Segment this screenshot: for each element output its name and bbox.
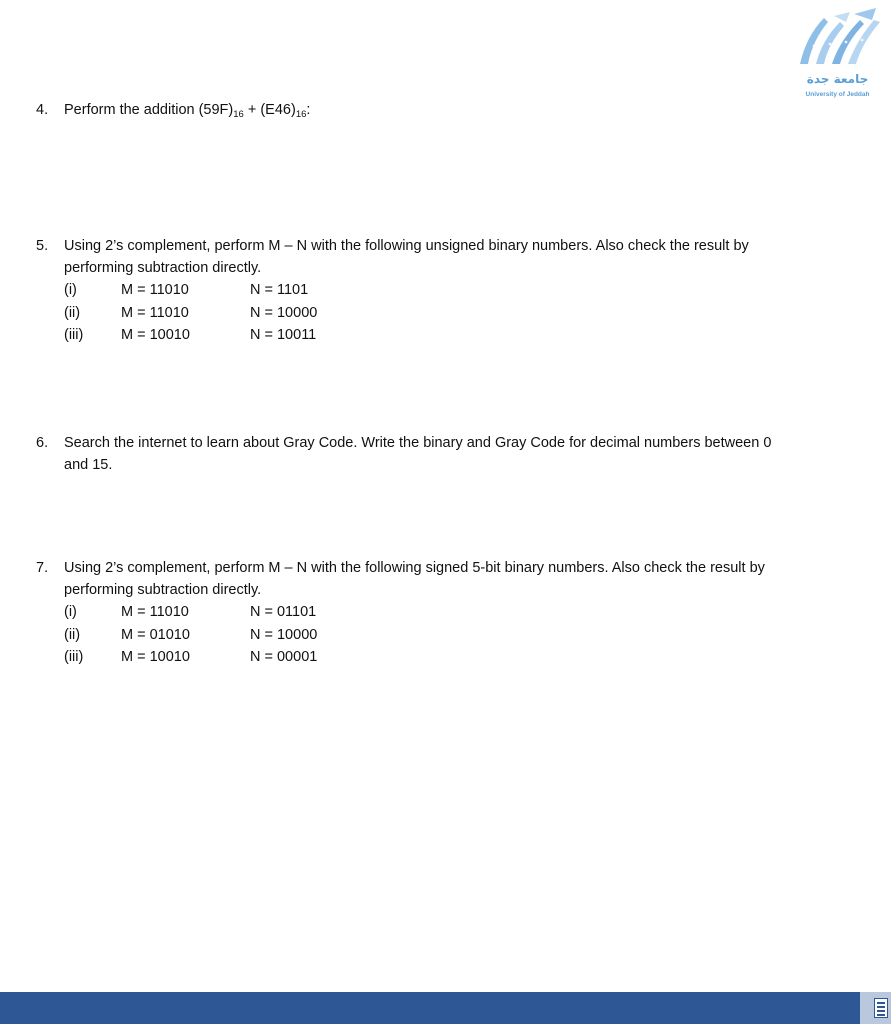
question-line: performing subtraction directly.: [64, 260, 262, 276]
question-line: performing subtraction directly.: [64, 582, 262, 598]
question-text-part: Perform the addition (59F): [64, 102, 234, 118]
item-list: [64, 279, 846, 347]
item-n-value: N = 01101: [250, 604, 317, 620]
footer-bar: [0, 992, 860, 1024]
item-n-value: N = 10000: [250, 626, 318, 643]
item-n-value: N = 10000: [250, 304, 318, 321]
item-m-value: M = 01010: [121, 626, 190, 643]
question-text: [64, 235, 846, 347]
question-number: 5.: [36, 238, 49, 254]
item-m-value: M = 11010: [121, 604, 189, 620]
question-4: [36, 99, 846, 126]
question-text-part: + (E46): [243, 102, 296, 118]
item-n-value: N = 10011: [250, 327, 317, 343]
question-number: 6.: [36, 435, 49, 451]
logo-arabic-text: جامعة جدة: [806, 72, 869, 86]
question-6: [36, 432, 846, 476]
document-icon[interactable]: [874, 998, 888, 1018]
list-item: [64, 624, 846, 647]
item-m-value: M = 11010: [121, 282, 189, 298]
university-logo-emblem-icon: [794, 6, 882, 68]
question-line: Using 2’s complement, perform M – N with the following signed 5-bit binary numbers. Also check the result by: [64, 560, 765, 576]
list-item: [64, 279, 846, 302]
question-text: [64, 99, 846, 126]
list-item: [64, 646, 846, 669]
list-item: [64, 302, 846, 325]
item-label: (i): [64, 282, 77, 298]
question-line: Search the internet to learn about Gray Code. Write the binary and Gray Code for decimal numbers between 0: [64, 435, 772, 451]
question-line: and 15.: [64, 457, 113, 473]
item-list: [64, 601, 846, 669]
question-5: [36, 235, 846, 347]
question-text: [64, 432, 846, 476]
question-text: [64, 557, 846, 669]
item-n-value: N = 00001: [250, 649, 318, 665]
item-label: (iii): [64, 649, 84, 665]
item-m-value: M = 10010: [121, 327, 190, 343]
question-line: Using 2’s complement, perform M – N with the following unsigned binary numbers. Also check the result by: [64, 238, 749, 254]
item-n-value: N = 1101: [250, 282, 309, 298]
item-label: (i): [64, 604, 77, 620]
item-label: (iii): [64, 327, 84, 343]
logo-english-text: University of Jeddah: [805, 91, 870, 98]
question-number: 7.: [36, 560, 49, 576]
item-label: (ii): [64, 626, 81, 643]
question-text-part: :: [306, 102, 311, 118]
question-7: [36, 557, 846, 669]
subscript: 16: [295, 109, 307, 120]
item-m-value: M = 10010: [121, 649, 190, 665]
subscript: 16: [233, 109, 244, 120]
list-item: [64, 601, 846, 624]
list-item: [64, 324, 846, 347]
footer-corner[interactable]: [860, 992, 891, 1024]
item-label: (ii): [64, 304, 81, 321]
question-number: 4.: [36, 102, 49, 118]
university-logo: [790, 6, 885, 106]
item-m-value: M = 11010: [121, 304, 189, 321]
